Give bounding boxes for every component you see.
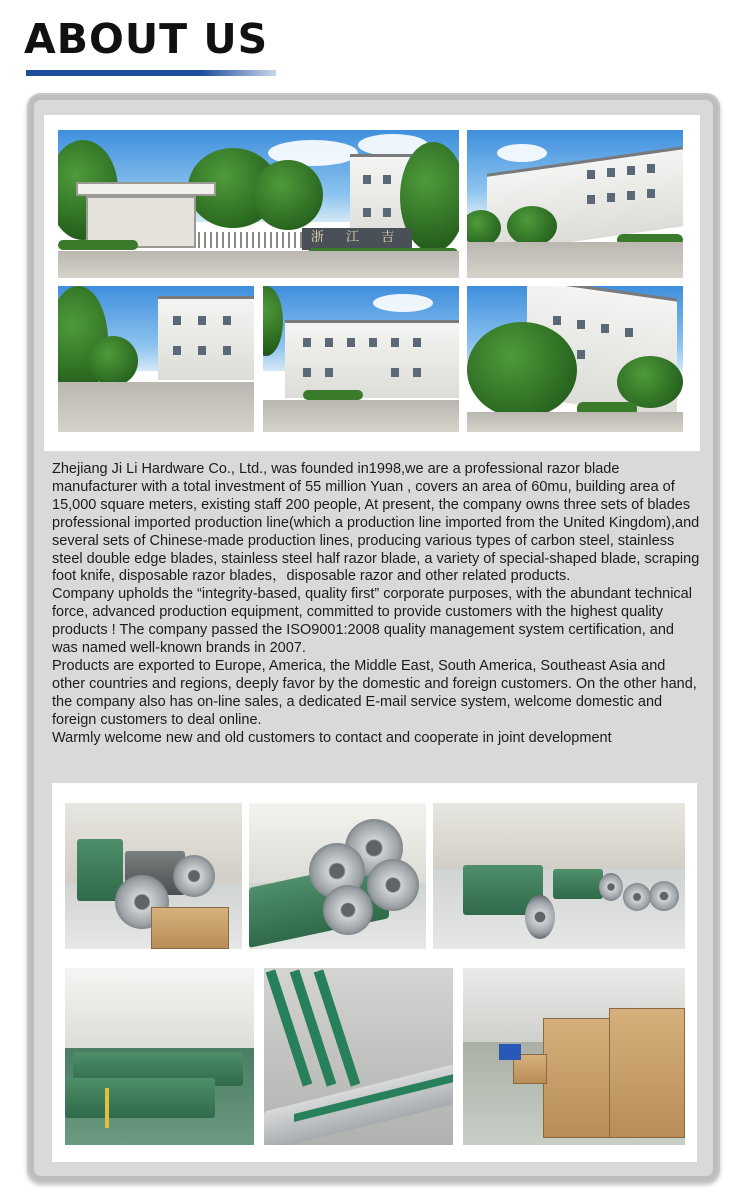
about-paragraph: Company upholds the “integrity-based, quality first” corporate purposes, with the abundant technical force, advanced production equipment, committed to provide customers with the highest quality products ! The company passed the ISO9001:2008 quality management system certification, and was named well-known brands in 2007. [52, 586, 692, 657]
production-line-photo-3 [433, 803, 685, 949]
about-description [52, 461, 700, 748]
page-title: ABOUT US [24, 15, 269, 63]
title-underline [26, 70, 276, 76]
about-paragraph: Zhejiang Ji Li Hardware Co., Ltd., was founded in1998,we are a professional razor blade manufacturer with a total investment of 55 million Yuan , covers an area of 60mu, building area of 15,000 square meters, existing staff 200 people, At present, the company owns three sets of blades professional imported production line(which a production line imported from the United Kingdom),and several sets of Chinese-made production lines, producing various types of carbon steel, stainless steel double edge blades, stainless steel half razor blade, a variety of special-shaped blade, scraping foot knife, disposable razor blades，disposable razor and other related products. [52, 461, 700, 585]
production-line-photo-2 [249, 803, 426, 949]
company-sign: 浙 江 吉 [302, 228, 412, 250]
production-line-photo-5 [264, 968, 453, 1145]
about-paragraph: Warmly welcome new and old customers to contact and cooperate in joint development [52, 729, 612, 746]
about-paragraph: Products are exported to Europe, America, the Middle East, South America, Southeast Asia and other countries and regions, deeply favor by the domestic and foreign customers. On the other hand, the company also has on-line sales, a dedicated E-mail service system, welcome domestic and foreign customers to deal online. [52, 657, 697, 728]
factory-building-photo-3 [263, 286, 459, 432]
production-line-photo-1 [65, 803, 242, 949]
factory-building-photo-1 [467, 130, 683, 278]
company-gate-photo [58, 130, 459, 278]
factory-building-photo-2 [58, 286, 254, 432]
production-line-photo-4 [65, 968, 254, 1145]
warehouse-boxes-photo [463, 968, 685, 1145]
factory-building-photo-4 [467, 286, 683, 432]
